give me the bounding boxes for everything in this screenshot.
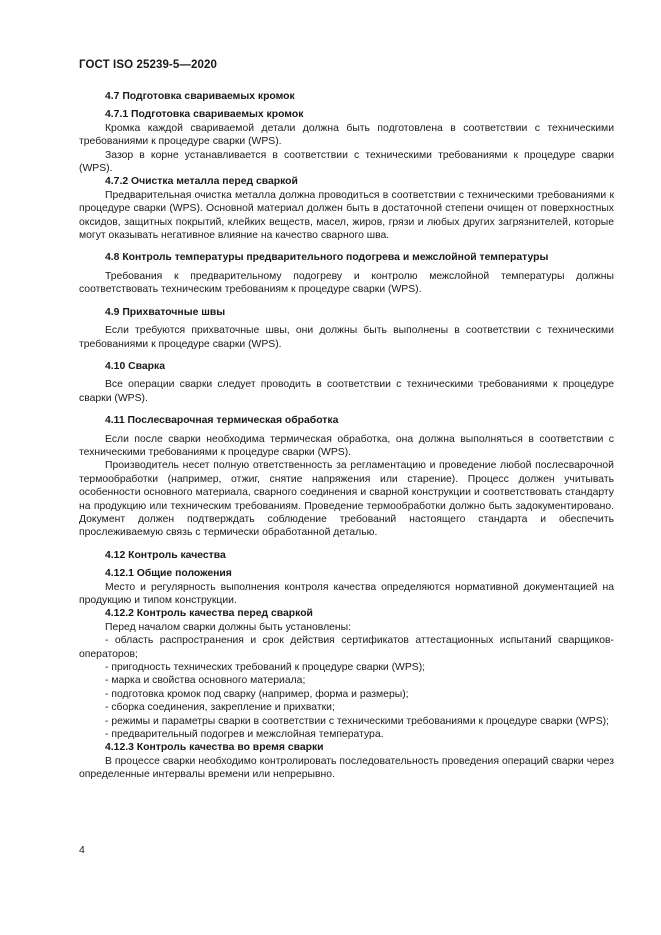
page-number: 4 bbox=[79, 844, 85, 856]
document-body bbox=[79, 90, 614, 782]
section-4-12-1-paragraph-1: Место и регулярность выполнения контроля качества определяются нормативной документацией на продукцию и типом конструкции. bbox=[79, 581, 614, 606]
section-4-9-title: 4.9 Прихваточные швы bbox=[105, 306, 226, 318]
section-4-7-2-title: 4.7.2 Очистка металла перед сваркой bbox=[105, 176, 298, 188]
section-4-9-paragraph-1: Если требуются прихваточные швы, они должны быть выполнены в соответствии с техническими требованиями к процедуре сварки (WPS). bbox=[79, 325, 614, 350]
list-item: - область распространения и срок действия сертификатов аттестационных испытаний сварщиков-операторов; bbox=[79, 635, 614, 660]
section-4-12-2-intro: Перед началом сварки должны быть установлены: bbox=[105, 621, 352, 633]
section-4-12-1-title: 4.12.1 Общие положения bbox=[105, 568, 232, 580]
section-4-7-1-paragraph-2: Зазор в корне устанавливается в соответствии с техническими требованиями к процедуре сварки (WPS). bbox=[79, 149, 614, 175]
section-4-11-paragraph-2: Производитель несет полную ответственность за регламентацию и проведение любой послесварочной термообработки (например, отжиг, снятие напряжения или старение). Процесс должен учитывать особенности основного материала, сварного соединения и сварной конструкции и соответствовать стандарту на продукцию или техническим требованиям. Проведение термообработки должно быть задокументировано. Документ должен подтверждать соблюдение требований настоящего стандарта и обеспечить прослеживаемую связь с термически обработанной деталью. bbox=[79, 460, 614, 539]
list-item: - режимы и параметры сварки в соответствии с техническими требованиями к процедуре сварки (WPS); bbox=[105, 715, 609, 727]
document-header: ГОСТ ISO 25239-5—2020 bbox=[79, 59, 217, 71]
section-4-12-2-title: 4.12.2 Контроль качества перед сваркой bbox=[105, 608, 313, 620]
section-4-8-paragraph-1: Требования к предварительному подогреву и контролю межслойной температуры должны соответствовать техническим требованиям к процедуре сварки (WPS). bbox=[79, 270, 614, 296]
list-item: - сборка соединения, закрепление и прихватки; bbox=[105, 702, 335, 714]
section-4-11-title: 4.11 Послесварочная термическая обработка bbox=[105, 415, 339, 427]
section-4-10-paragraph-1: Все операции сварки следует проводить в соответствии с техническими требованиями к процедуре сварки (WPS). bbox=[79, 379, 614, 404]
section-4-7-2-paragraph-1: Предварительная очистка металла должна проводиться в соответствии с техническими требованиями к процедуре сварки (WPS). Основной материал должен быть в достаточной степени очищен от поверхностных оксидов, защитных покрытий, клейких веществ, масел, жиров, грязи и любых других загрязнителей, которые могут оказывать негативное влияние на качество сварного шва. bbox=[79, 189, 614, 242]
section-4-7-1-paragraph-1: Кромка каждой свариваемой детали должна быть подготовлена в соответствии с техническими требованиями к процедуре сварки (WPS). bbox=[79, 122, 614, 148]
list-item: - предварительный подогрев и межслойная температура. bbox=[105, 729, 384, 741]
list-item: - пригодность технических требований к процедуре сварки (WPS); bbox=[105, 662, 426, 674]
list-item: - подготовка кромок под сварку (например, форма и размеры); bbox=[105, 688, 409, 700]
section-4-7-title: 4.7 Подготовка свариваемых кромок bbox=[105, 91, 295, 102]
section-4-12-3-title: 4.12.3 Контроль качества во время сварки bbox=[105, 742, 324, 754]
section-4-7-1-title: 4.7.1 Подготовка свариваемых кромок bbox=[105, 109, 304, 121]
section-4-8-title: 4.8 Контроль температуры предварительного подогрева и межслойной температуры bbox=[105, 252, 549, 264]
list-item: - марка и свойства основного материала; bbox=[105, 675, 306, 687]
section-4-12-3-paragraph-1: В процессе сварки необходимо контролировать последовательность проведения операций сварки через определенные интервалы времени или непрерывно. bbox=[79, 755, 614, 781]
section-4-11-paragraph-1: Если после сварки необходима термическая обработка, она должна выполняться в соответствии с техническими требованиями к процедуре сварки (WPS). bbox=[79, 433, 614, 458]
section-4-12-title: 4.12 Контроль качества bbox=[105, 549, 226, 561]
section-4-10-title: 4.10 Сварка bbox=[105, 360, 165, 372]
